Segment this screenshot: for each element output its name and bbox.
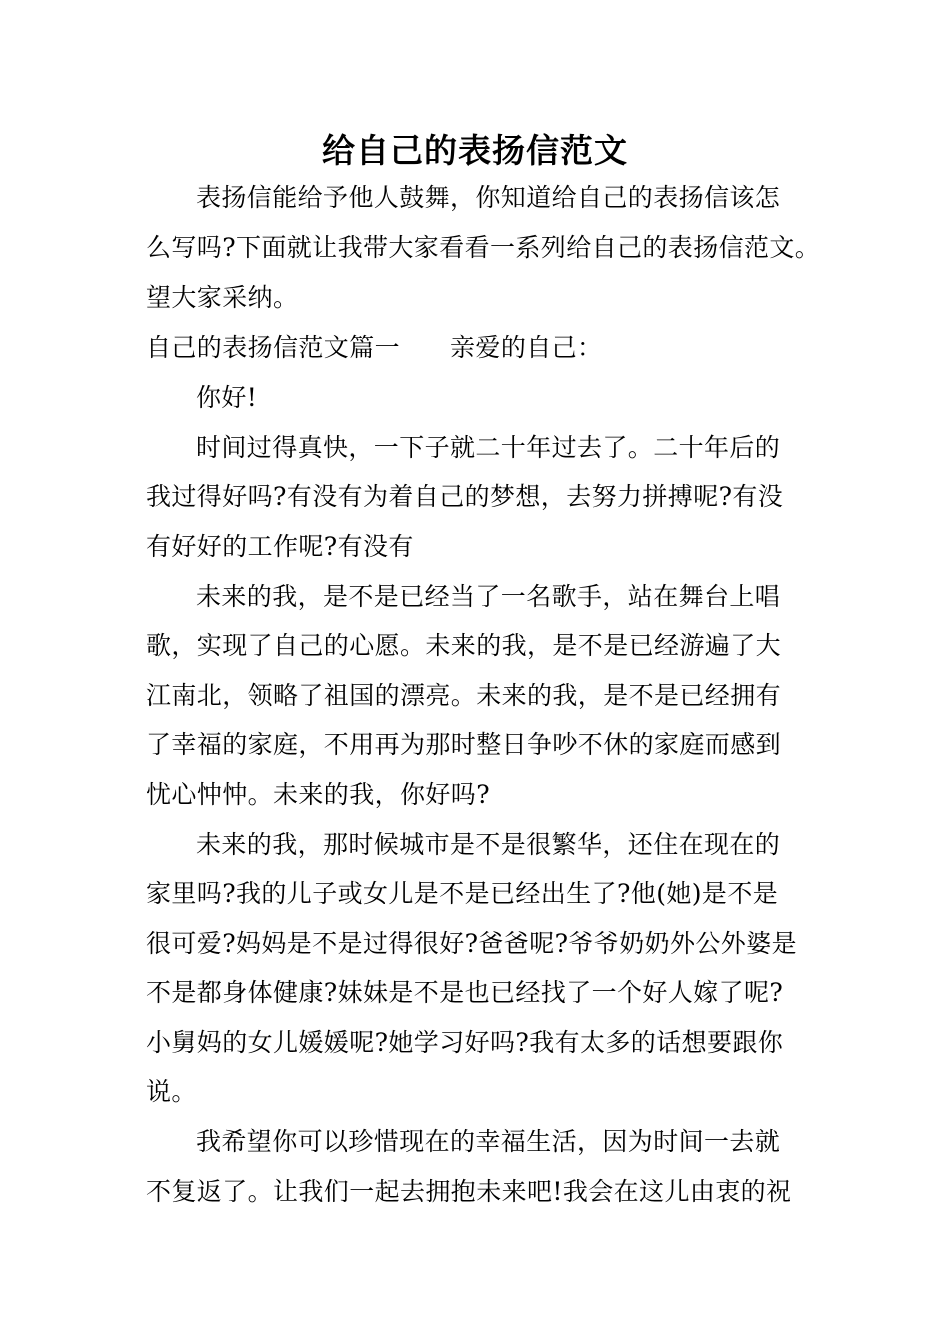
text-line: 望大家采纳。 bbox=[146, 283, 299, 312]
section-heading-line bbox=[146, 328, 602, 368]
text-line: 忧心忡忡。未来的我，你好吗? bbox=[146, 780, 491, 809]
salutation: 亲爱的自己： bbox=[450, 333, 603, 362]
text-line: 表扬信能给予他人鼓舞，你知道给自己的表扬信该怎 bbox=[196, 183, 781, 212]
text-line: 么写吗?下面就让我带大家看看一系列给自己的表扬信范文。 bbox=[146, 233, 821, 262]
text-line: 小舅妈的女儿媛媛呢?她学习好吗?我有太多的话想要跟你 bbox=[146, 1028, 784, 1057]
text-line: 未来的我，那时候城市是不是很繁华，还住在现在的 bbox=[196, 830, 781, 859]
text-line: 不是都身体健康?妹妹是不是也已经找了一个好人嫁了呢? bbox=[146, 978, 784, 1007]
greeting: 你好! bbox=[196, 383, 258, 412]
text-line: 我希望你可以珍惜现在的幸福生活，因为时间一去就 bbox=[196, 1127, 781, 1156]
text-line: 歌，实现了自己的心愿。未来的我，是不是已经游遍了大 bbox=[146, 631, 782, 660]
text-line: 时间过得真快，一下子就二十年过去了。二十年后的 bbox=[196, 433, 781, 462]
text-line: 不复返了。让我们一起去拥抱未来吧!我会在这儿由衷的祝 bbox=[146, 1177, 792, 1206]
text-line: 江南北，领略了祖国的漂亮。未来的我，是不是已经拥有 bbox=[146, 681, 782, 710]
text-line: 家里吗?我的儿子或女儿是不是已经出生了?他(她)是不是 bbox=[146, 879, 779, 908]
text-line: 未来的我，是不是已经当了一名歌手，站在舞台上唱 bbox=[196, 582, 781, 611]
text-line: 我过得好吗?有没有为着自己的梦想，去努力拼搏呢?有没 bbox=[146, 482, 784, 511]
document-title: 给自己的表扬信范文 bbox=[322, 131, 628, 170]
text-line: 很可爱?妈妈是不是过得很好?爸爸呢?爷爷奶奶外公外婆是 bbox=[146, 929, 798, 958]
text-line: 有好好的工作呢?有没有 bbox=[146, 532, 414, 561]
text-line: 说。 bbox=[146, 1077, 197, 1106]
section-heading: 自己的表扬信范文篇一 bbox=[146, 333, 401, 362]
text-line: 了幸福的家庭，不用再为那时整日争吵不休的家庭而感到 bbox=[146, 730, 782, 759]
